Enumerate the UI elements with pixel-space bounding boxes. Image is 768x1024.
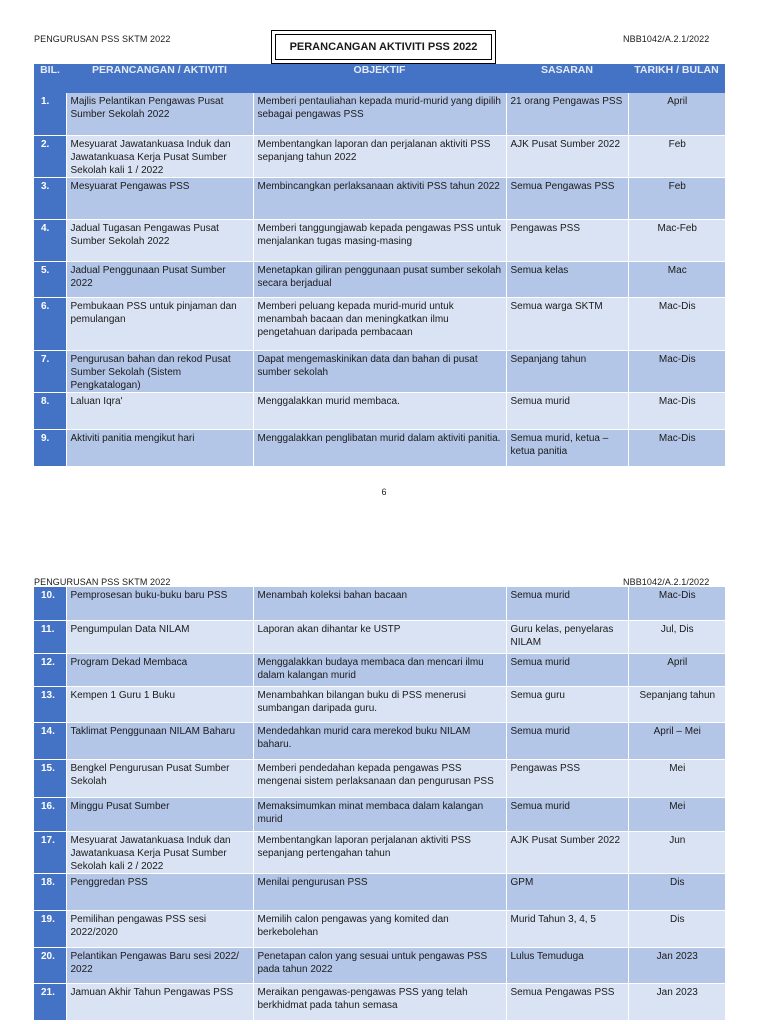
- objective-cell: Laporan akan dihantar ke USTP: [253, 620, 506, 653]
- row-number: 17.: [34, 831, 66, 873]
- target-cell: AJK Pusat Sumber 2022: [506, 831, 628, 873]
- row-number: 13.: [34, 686, 66, 722]
- target-cell: Semua guru: [506, 686, 628, 722]
- activity-cell: Pembukaan PSS untuk pinjaman dan pemulangan: [66, 297, 253, 350]
- activity-table-page2: [34, 587, 725, 1021]
- column-header-objektif: OBJEKTIF: [253, 64, 506, 93]
- activity-cell: Penggredan PSS: [66, 873, 253, 910]
- activity-cell: Kempen 1 Guru 1 Buku: [66, 686, 253, 722]
- date-cell: Dis: [628, 910, 725, 947]
- row-number: 8.: [34, 392, 66, 429]
- date-cell: April: [628, 93, 725, 135]
- objective-cell: Menggalakkan budaya membaca dan mencari ilmu dalam kalangan murid: [253, 653, 506, 686]
- activity-cell: Jadual Tugasan Pengawas Pusat Sumber Sekolah 2022: [66, 219, 253, 261]
- row-number: 16.: [34, 797, 66, 831]
- date-cell: Mac-Dis: [628, 392, 725, 429]
- date-cell: Mac-Dis: [628, 297, 725, 350]
- date-cell: Dis: [628, 873, 725, 910]
- page1-title-box: [271, 30, 496, 64]
- date-cell: Jan 2023: [628, 947, 725, 983]
- activity-cell: Taklimat Penggunaan NILAM Baharu: [66, 722, 253, 759]
- objective-cell: Membentangkan laporan perjalanan aktiviti PSS sepanjang pertengahan tahun: [253, 831, 506, 873]
- table-row: [34, 620, 725, 653]
- date-cell: Mac: [628, 261, 725, 297]
- objective-cell: Menggalakkan murid membaca.: [253, 392, 506, 429]
- target-cell: GPM: [506, 873, 628, 910]
- target-cell: 21 orang Pengawas PSS: [506, 93, 628, 135]
- target-cell: Sepanjang tahun: [506, 350, 628, 392]
- activity-cell: Mesyuarat Jawatankuasa Induk dan Jawatankuasa Kerja Pusat Sumber Sekolah kali 1 / 2022: [66, 135, 253, 177]
- objective-cell: Memaksimumkan minat membaca dalam kalangan murid: [253, 797, 506, 831]
- objective-cell: Menambah koleksi bahan bacaan: [253, 587, 506, 620]
- table-row: [34, 219, 725, 261]
- table-row: [34, 297, 725, 350]
- objective-cell: Membincangkan perlaksanaan aktiviti PSS tahun 2022: [253, 177, 506, 219]
- row-number: 4.: [34, 219, 66, 261]
- objective-cell: Memberi tanggungjawab kepada pengawas PSS untuk menjalankan tugas masing-masing: [253, 219, 506, 261]
- activity-cell: Pengurusan bahan dan rekod Pusat Sumber Sekolah (Sistem Pengkatalogan): [66, 350, 253, 392]
- column-header-sasaran: SASARAN: [506, 64, 628, 93]
- date-cell: Mei: [628, 797, 725, 831]
- page-number: 6: [381, 487, 387, 497]
- date-cell: Jan 2023: [628, 983, 725, 1020]
- target-cell: AJK Pusat Sumber 2022: [506, 135, 628, 177]
- activity-cell: Pemprosesan buku-buku baru PSS: [66, 587, 253, 620]
- activity-cell: Aktiviti panitia mengikut hari: [66, 429, 253, 466]
- table-row: [34, 831, 725, 873]
- target-cell: Semua murid: [506, 392, 628, 429]
- target-cell: Semua kelas: [506, 261, 628, 297]
- row-number: 10.: [34, 587, 66, 620]
- date-cell: April: [628, 653, 725, 686]
- target-cell: Semua murid: [506, 797, 628, 831]
- activity-cell: Minggu Pusat Sumber: [66, 797, 253, 831]
- table-row: [34, 135, 725, 177]
- table-row: [34, 392, 725, 429]
- date-cell: Feb: [628, 135, 725, 177]
- row-number: 7.: [34, 350, 66, 392]
- table-row: [34, 722, 725, 759]
- objective-cell: Memberi pendedahan kepada pengawas PSS mengenai sistem perlaksanaan dan pengurusan PSS: [253, 759, 506, 797]
- objective-cell: Menilai pengurusan PSS: [253, 873, 506, 910]
- activity-cell: Jamuan Akhir Tahun Pengawas PSS: [66, 983, 253, 1020]
- row-number: 14.: [34, 722, 66, 759]
- date-cell: Jun: [628, 831, 725, 873]
- target-cell: Guru kelas, penyelaras NILAM: [506, 620, 628, 653]
- target-cell: Semua Pengawas PSS: [506, 983, 628, 1020]
- row-number: 3.: [34, 177, 66, 219]
- date-cell: Mac-Feb: [628, 219, 725, 261]
- objective-cell: Menggalakkan penglibatan murid dalam aktiviti panitia.: [253, 429, 506, 466]
- objective-cell: Mendedahkan murid cara merekod buku NILAM baharu.: [253, 722, 506, 759]
- target-cell: Semua murid: [506, 653, 628, 686]
- row-number: 15.: [34, 759, 66, 797]
- row-number: 19.: [34, 910, 66, 947]
- date-cell: April – Mei: [628, 722, 725, 759]
- activity-cell: Pengumpulan Data NILAM: [66, 620, 253, 653]
- activity-cell: Mesyuarat Pengawas PSS: [66, 177, 253, 219]
- table-row: [34, 653, 725, 686]
- objective-cell: Membentangkan laporan dan perjalanan aktiviti PSS sepanjang tahun 2022: [253, 135, 506, 177]
- target-cell: Semua murid: [506, 587, 628, 620]
- page1-header-right: NBB1042/A.2.1/2022: [623, 34, 710, 44]
- date-cell: Sepanjang tahun: [628, 686, 725, 722]
- activity-table-page1: [34, 64, 725, 467]
- target-cell: Pengawas PSS: [506, 219, 628, 261]
- date-cell: Mei: [628, 759, 725, 797]
- activity-cell: Bengkel Pengurusan Pusat Sumber Sekolah: [66, 759, 253, 797]
- date-cell: Jul, Dis: [628, 620, 725, 653]
- column-header-bil: BIL.: [34, 64, 66, 93]
- row-number: 21.: [34, 983, 66, 1020]
- objective-cell: Menambahkan bilangan buku di PSS menerusi sumbangan daripada guru.: [253, 686, 506, 722]
- table-row: [34, 797, 725, 831]
- table-row: [34, 177, 725, 219]
- row-number: 20.: [34, 947, 66, 983]
- row-number: 18.: [34, 873, 66, 910]
- date-cell: Mac-Dis: [628, 429, 725, 466]
- objective-cell: Penetapan calon yang sesuai untuk pengawas PSS pada tahun 2022: [253, 947, 506, 983]
- row-number: 11.: [34, 620, 66, 653]
- objective-cell: Dapat mengemaskinikan data dan bahan di pusat sumber sekolah: [253, 350, 506, 392]
- objective-cell: Memberi pentauliahan kepada murid-murid yang dipilih sebagai pengawas PSS: [253, 93, 506, 135]
- row-number: 6.: [34, 297, 66, 350]
- target-cell: Lulus Temuduga: [506, 947, 628, 983]
- table-row: [34, 910, 725, 947]
- row-number: 12.: [34, 653, 66, 686]
- table-row: [34, 93, 725, 135]
- target-cell: Semua murid, ketua – ketua panitia: [506, 429, 628, 466]
- objective-cell: Meraikan pengawas-pengawas PSS yang telah berkhidmat pada tahun semasa: [253, 983, 506, 1020]
- table-row: [34, 983, 725, 1020]
- row-number: 1.: [34, 93, 66, 135]
- activity-cell: Mesyuarat Jawatankuasa Induk dan Jawatankuasa Kerja Pusat Sumber Sekolah kali 2 / 2022: [66, 831, 253, 873]
- objective-cell: Memilih calon pengawas yang komited dan berkebolehan: [253, 910, 506, 947]
- table-row: [34, 350, 725, 392]
- table-row: [34, 686, 725, 722]
- table-row: [34, 873, 725, 910]
- table-row: [34, 429, 725, 466]
- page-title: PERANCANGAN AKTIVITI PSS 2022: [275, 34, 492, 60]
- activity-cell: Pemilihan pengawas PSS sesi 2022/2020: [66, 910, 253, 947]
- page1-header-left: PENGURUSAN PSS SKTM 2022: [34, 34, 171, 44]
- activity-cell: Jadual Penggunaan Pusat Sumber 2022: [66, 261, 253, 297]
- date-cell: Mac-Dis: [628, 350, 725, 392]
- activity-cell: Pelantikan Pengawas Baru sesi 2022/ 2022: [66, 947, 253, 983]
- table-row: [34, 947, 725, 983]
- activity-cell: Laluan Iqra': [66, 392, 253, 429]
- table-row: [34, 759, 725, 797]
- activity-cell: Majlis Pelantikan Pengawas Pusat Sumber Sekolah 2022: [66, 93, 253, 135]
- date-cell: Feb: [628, 177, 725, 219]
- objective-cell: Menetapkan giliran penggunaan pusat sumber sekolah secara berjadual: [253, 261, 506, 297]
- table-row: [34, 587, 725, 620]
- page2-header-left: PENGURUSAN PSS SKTM 2022: [34, 577, 171, 587]
- target-cell: Semua Pengawas PSS: [506, 177, 628, 219]
- row-number: 5.: [34, 261, 66, 297]
- target-cell: Pengawas PSS: [506, 759, 628, 797]
- date-cell: Mac-Dis: [628, 587, 725, 620]
- target-cell: Semua warga SKTM: [506, 297, 628, 350]
- column-header-aktiviti: PERANCANGAN / AKTIVITI: [66, 64, 253, 93]
- activity-cell: Program Dekad Membaca: [66, 653, 253, 686]
- target-cell: Murid Tahun 3, 4, 5: [506, 910, 628, 947]
- row-number: 9.: [34, 429, 66, 466]
- objective-cell: Memberi peluang kepada murid-murid untuk menambah bacaan dan meningkatkan ilmu pengetahuan daripada pembacaan: [253, 297, 506, 350]
- column-header-tarikh: TARIKH / BULAN: [628, 64, 725, 93]
- table-row: [34, 261, 725, 297]
- row-number: 2.: [34, 135, 66, 177]
- page2-header-right: NBB1042/A.2.1/2022: [623, 577, 710, 587]
- target-cell: Semua murid: [506, 722, 628, 759]
